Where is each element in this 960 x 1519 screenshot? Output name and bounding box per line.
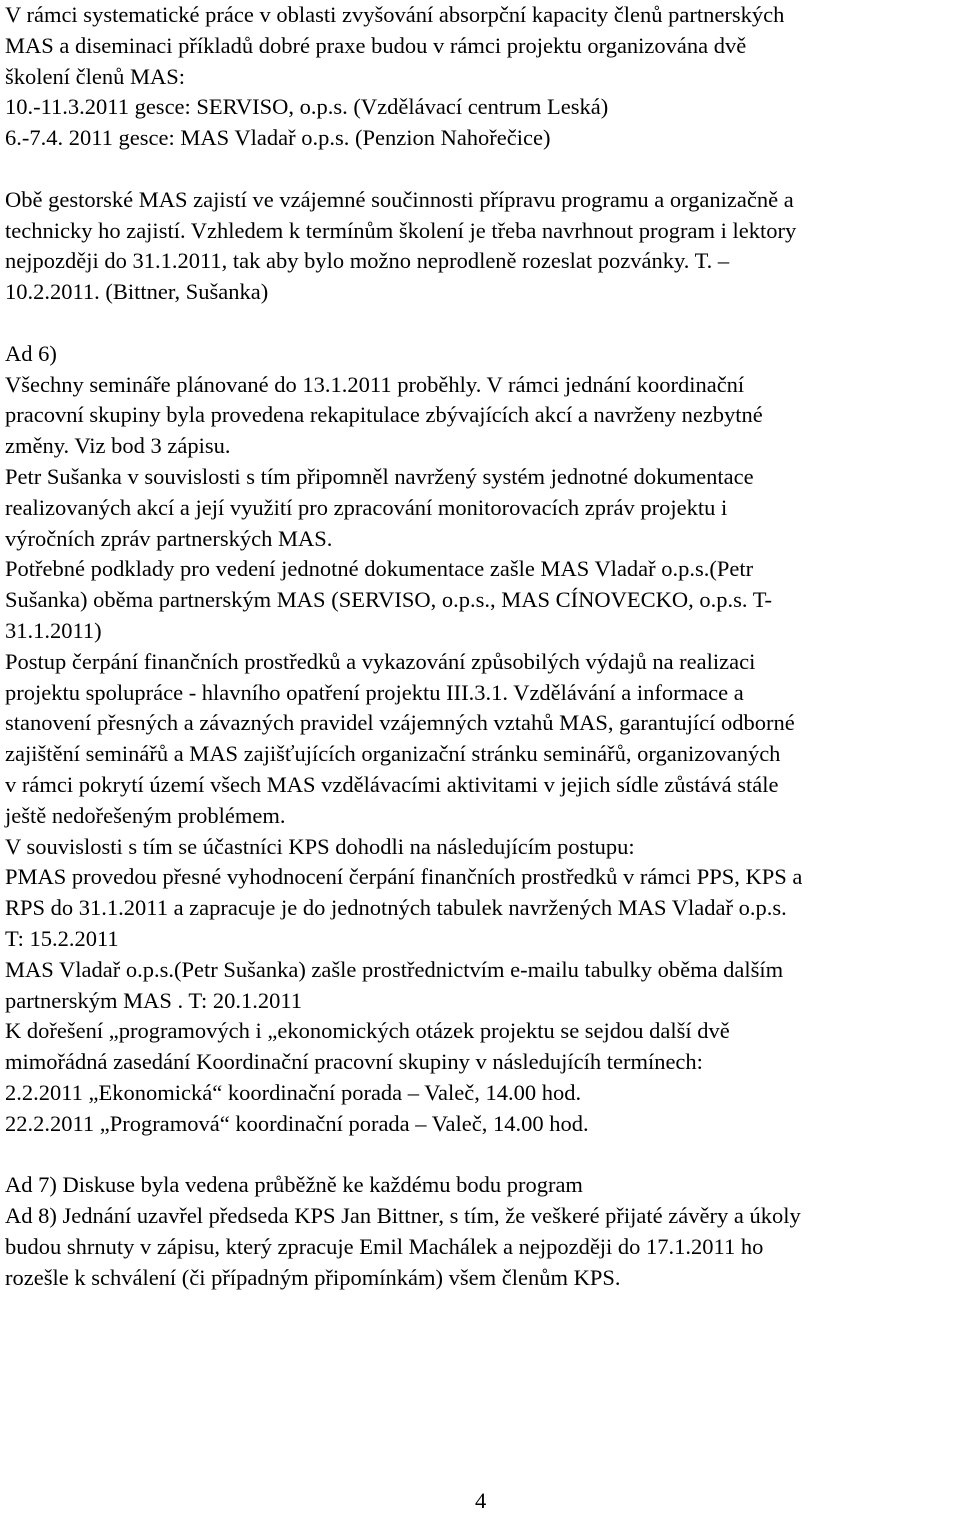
text-line: MAS a diseminaci příkladů dobré praxe budou v rámci projektu organizována dvě bbox=[5, 32, 747, 58]
text-line: změny. Viz bod 3 zápisu. bbox=[5, 433, 231, 459]
text-line: rozešle k schválení (či případným připomínkám) všem členům KPS. bbox=[5, 1264, 621, 1290]
text-line: zajištění seminářů a MAS zajišťujících organizační stránku seminářů, organizovaných bbox=[5, 741, 781, 767]
text-line: v rámci pokrytí území všech MAS vzdělávacími aktivitami v jejich sídle zůstává stále bbox=[5, 771, 779, 797]
text-line: technicky ho zajistí. Vzhledem k termínům školení je třeba navrhnout program i lektory bbox=[5, 217, 797, 243]
text-line: budou shrnuty v zápisu, který zpracuje Emil Machálek a nejpozději do 17.1.2011 ho bbox=[5, 1233, 764, 1259]
section-ad-6 bbox=[5, 339, 957, 1140]
text-line: stanovení přesných a závazných pravidel vzájemných vztahů MAS, garantující odborné bbox=[5, 710, 795, 736]
text-line: Petr Sušanka v souvislosti s tím připomněl navržený systém jednotné dokumentace bbox=[5, 463, 754, 489]
text-line: realizovaných akcí a její využití pro zpracování monitorovacích zpráv projektu i bbox=[5, 494, 728, 520]
text-line: výročních zpráv partnerských MAS. bbox=[5, 525, 333, 551]
text-line: mimořádná zasedání Koordinační pracovní skupiny v následujícíh termínech: bbox=[5, 1049, 703, 1075]
paragraph-gap bbox=[5, 308, 957, 339]
section-ad-7-8 bbox=[5, 1170, 957, 1293]
text-line: školení členů MAS: bbox=[5, 63, 185, 89]
text-line: Obě gestorské MAS zajistí ve vzájemné součinnosti přípravu programu a organizačně a bbox=[5, 186, 794, 212]
paragraph-training-schedule bbox=[5, 0, 957, 154]
text-line: nejpozději do 31.1.2011, tak aby bylo možno neprodleně rozeslat pozvánky. T. – bbox=[5, 248, 730, 274]
page-number: 4 bbox=[475, 1488, 487, 1513]
text-line: partnerským MAS . T: 20.1.2011 bbox=[5, 987, 302, 1013]
text-line: 2.2.2011 „Ekonomická“ koordinační porada – Valeč, 14.00 hod. bbox=[5, 1079, 582, 1105]
text-line: Postup čerpání finančních prostředků a vykazování způsobilých výdajů na realizaci bbox=[5, 648, 756, 674]
document-page bbox=[5, 0, 957, 1293]
text-line: ještě nedořešeným problémem. bbox=[5, 802, 286, 828]
text-line: Potřebné podklady pro vedení jednotné dokumentace zašle MAS Vladař o.p.s.(Petr bbox=[5, 556, 754, 582]
text-line: K dořešení „programových i „ekonomických otázek projektu se sejdou další dvě bbox=[5, 1018, 730, 1044]
text-line: 31.1.2011) bbox=[5, 617, 102, 643]
text-line: 6.-7.4. 2011 gesce: MAS Vladař o.p.s. (Penzion Nahořečice) bbox=[5, 125, 551, 151]
paragraph-gap bbox=[5, 1139, 957, 1170]
text-line: MAS Vladař o.p.s.(Petr Sušanka) zašle prostřednictvím e-mailu tabulky oběma dalším bbox=[5, 956, 784, 982]
text-line: Ad 7) Diskuse byla vedena průběžně ke každému bodu program bbox=[5, 1172, 583, 1198]
paragraph-organization bbox=[5, 185, 957, 308]
text-line: Sušanka) oběma partnerským MAS (SERVISO, o.p.s., MAS CÍNOVECKO, o.p.s. T- bbox=[5, 587, 772, 613]
text-line: 22.2.2011 „Programová“ koordinační porada – Valeč, 14.00 hod. bbox=[5, 1110, 589, 1136]
text-line: 10.2.2011. (Bittner, Sušanka) bbox=[5, 279, 269, 305]
text-line: projektu spolupráce - hlavního opatření projektu III.3.1. Vzdělávání a informace a bbox=[5, 679, 744, 705]
paragraph-gap bbox=[5, 154, 957, 185]
text-line: V souvislosti s tím se účastníci KPS dohodli na následujícím postupu: bbox=[5, 833, 635, 859]
section-heading: Ad 6) bbox=[5, 340, 57, 366]
text-line: pracovní skupiny byla provedena rekapitulace zbývajících akcí a navrženy nezbytné bbox=[5, 402, 763, 428]
text-line: 10.-11.3.2011 gesce: SERVISO, o.p.s. (Vzdělávací centrum Leská) bbox=[5, 94, 609, 120]
text-line: PMAS provedou přesné vyhodnocení čerpání finančních prostředků v rámci PPS, KPS a bbox=[5, 864, 803, 890]
text-line: V rámci systematické práce v oblasti zvyšování absorpční kapacity členů partnerských bbox=[5, 2, 785, 27]
text-line: RPS do 31.1.2011 a zapracuje je do jednotných tabulek navržených MAS Vladař o.p.s. bbox=[5, 895, 787, 921]
text-line: Všechny semináře plánované do 13.1.2011 proběhly. V rámci jednání koordinační bbox=[5, 371, 745, 397]
text-line: T: 15.2.2011 bbox=[5, 925, 119, 951]
text-line: Ad 8) Jednání uzavřel předseda KPS Jan Bittner, s tím, že veškeré přijaté závěry a úkoly bbox=[5, 1203, 801, 1229]
